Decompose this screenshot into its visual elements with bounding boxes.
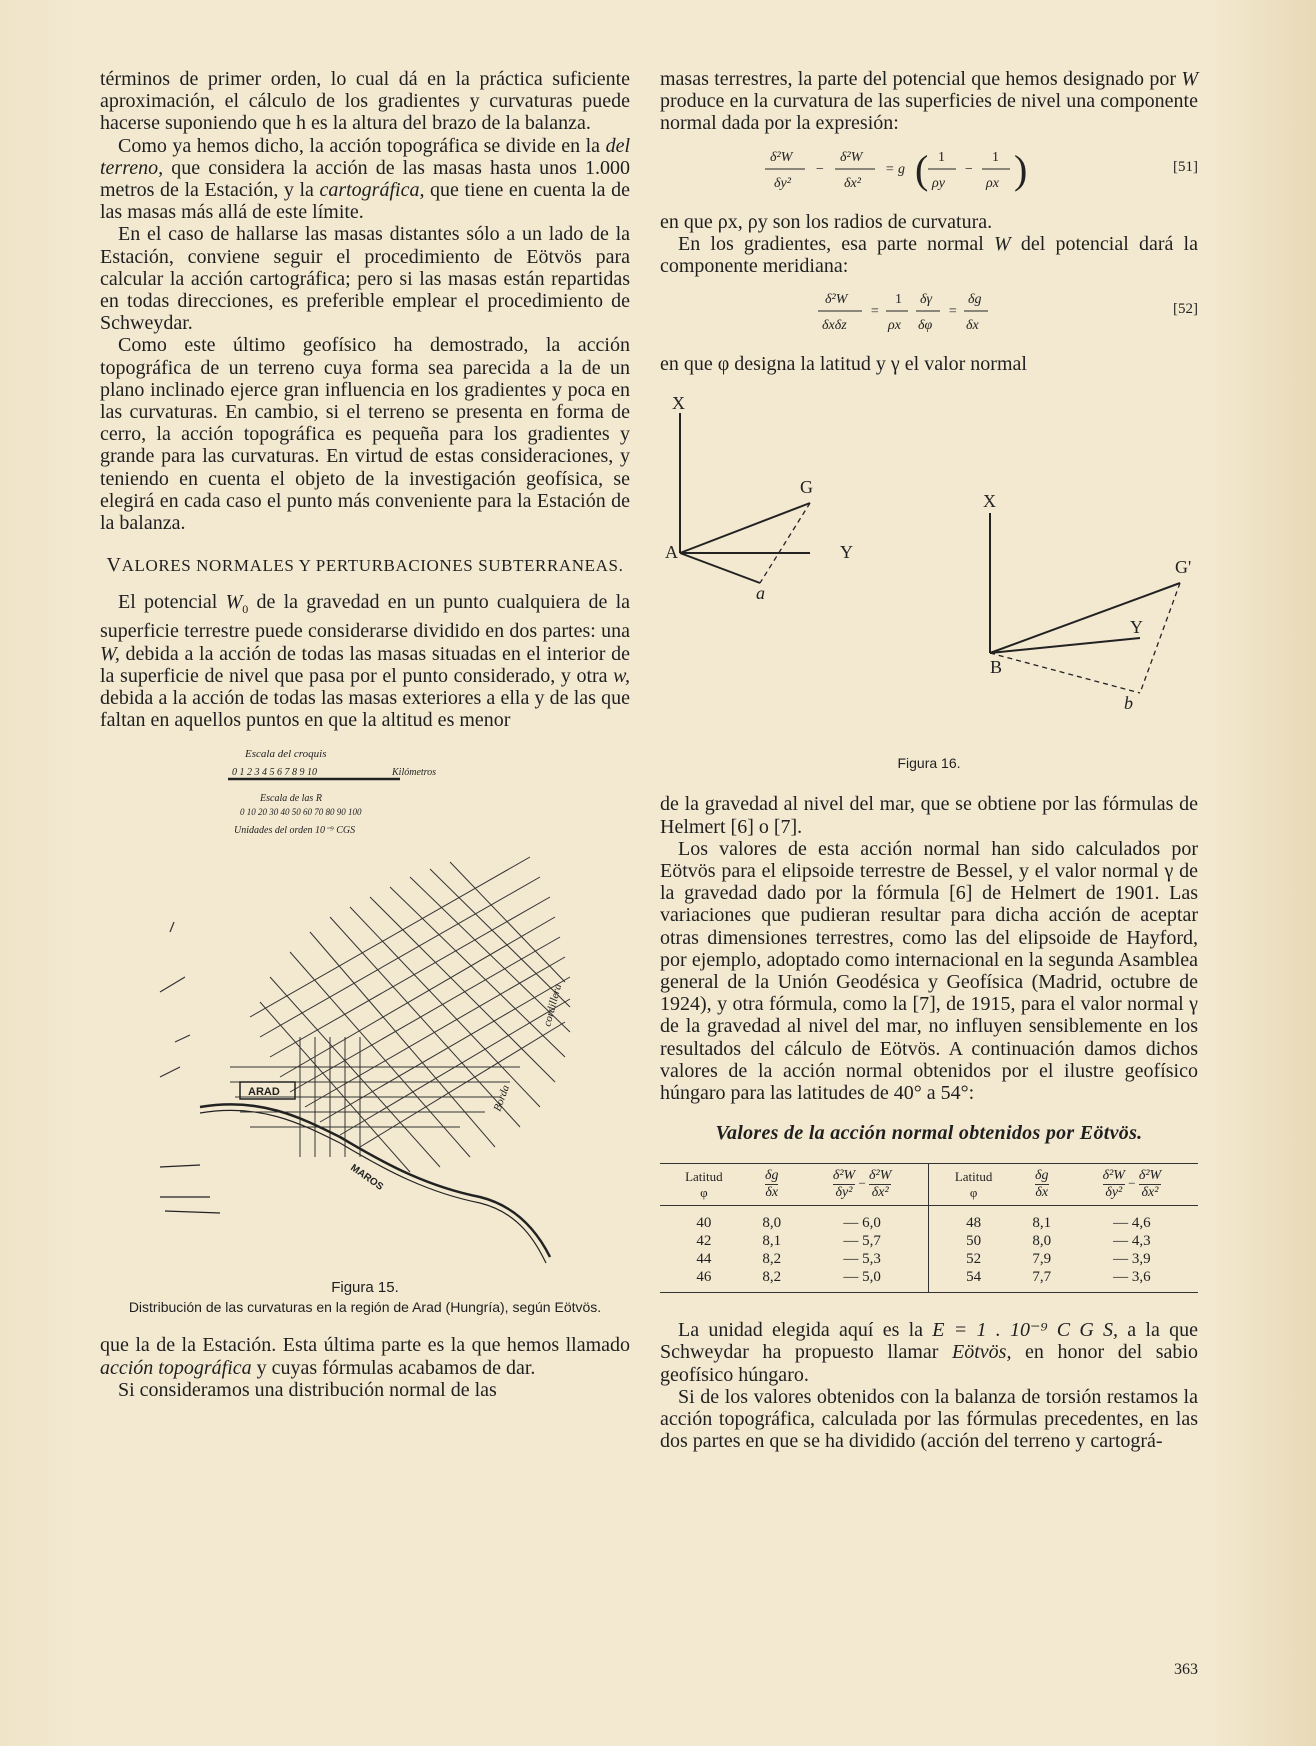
scale-unit: Kilómetros: [392, 767, 437, 779]
svg-text:δφ: δφ: [918, 318, 933, 334]
svg-text:=: =: [870, 304, 880, 320]
figure-16-caption: Figura 16.: [897, 755, 961, 772]
table-row: 42 8,1 — 5,7 50 8,0 — 4,3: [696, 1233, 1151, 1250]
svg-text:ρx: ρx: [986, 175, 999, 191]
point-label: A: [665, 542, 678, 563]
gravity-vector-diagram: [660, 383, 1198, 713]
axis-label: Y: [840, 542, 853, 563]
axis-label: X: [983, 491, 996, 512]
point-label: a: [756, 583, 765, 604]
scale-ticks: 0 1 2 3 4 5 6 7 8 9 10: [232, 767, 317, 779]
arad-curvature-map: [100, 737, 630, 1277]
page-number: 363: [1174, 1661, 1198, 1678]
paragraph: En el caso de hallarse las masas distantes sólo a un lado de la Estación, conviene seguir el procedimiento de Eötvös para calcular la acción cartográfica; pero si las masas están repartidas en todas direcciones, es preferible emplear el procedimiento de Schweydar.: [100, 223, 630, 335]
paragraph: Como este último geofísico ha demostrado, la acción topográfica de un terreno cuya forma sea parecida a la de un plano inclinado ejerce gran influencia en los gradientes y poca en las curvaturas. En cambio, si el terreno se presenta en forma de cerro, la acción topográfica es pequeña para los gradientes y grande para las curvaturas. En virtud de estas consideraciones, y teniendo en cuenta el objeto de la investigación geofísica, se elegirá en cada caso el punto más conveniente para la Estación de la balanza.: [100, 334, 630, 535]
svg-text:(: (: [915, 146, 929, 192]
svg-text:1: 1: [895, 292, 902, 308]
svg-text:): ): [1014, 146, 1028, 192]
paragraph: términos de primer orden, lo cual dá en la práctica suficiente aproximación, el cálculo de los gradientes y curvaturas puede hacerse suponiendo que h es la altura del brazo de la balanza.: [100, 68, 630, 135]
svg-text:−: −: [815, 161, 825, 177]
table-row: 40 8,0 — 6,0 48 8,1 — 4,6: [660, 1206, 1198, 1233]
svg-text:ρy: ρy: [932, 175, 945, 191]
figure-16-diagram: [660, 383, 1198, 753]
svg-text:1: 1: [992, 149, 999, 165]
map-label: Borda: [491, 1083, 513, 1114]
city-label: ARAD: [248, 1086, 280, 1099]
svg-text:−: −: [964, 161, 974, 177]
paragraph: Si consideramos una distribución normal de las: [118, 1378, 497, 1401]
svg-text:ρx: ρx: [888, 318, 901, 334]
river-label: MAROS: [348, 1162, 386, 1194]
svg-text:δxδz: δxδz: [822, 318, 847, 334]
svg-text:=: =: [948, 304, 958, 320]
paragraph: Si de los valores obtenidos con la balanza de torsión restamos la acción topográfica, calculada por las fórmulas precedentes, en las dos partes en que se ha dividido (acción del terreno y cartográ-: [660, 1385, 1198, 1453]
table-header-row: Latitud φ $\frac{\delta g}{\delta x}$ $\frac{\text{δ²W}}{\text{δy²}}$ − $\frac{\text{δ²W}}{\text{δx²}}$ Latitud φ $\frac{\delta g}{\delta x}$ $\frac{\text{δ²W}}{\text{δy²}}$ − $\frac{\text{δ²W}}{\text{δx²}}$: [660, 1164, 1198, 1206]
svg-text:1: 1: [938, 149, 945, 165]
left-column: [100, 68, 630, 1401]
paragraph: En los gradientes, esa parte normal W del potencial dará la componente meridiana:: [660, 232, 1198, 278]
svg-text:= g: = g: [885, 161, 905, 177]
paragraph: La unidad elegida aquí es la E = 1 . 10⁻⁹ C G S, a la que Schweydar ha propuesto llamar Eötvös, en honor del sabio geofísico húngaro.: [660, 1319, 1198, 1386]
paragraph: que la de la Estación. Esta última parte es la que hemos llamado acción topográfica y cuyas fórmulas acabamos de dar.: [100, 1334, 630, 1379]
scale-ticks: 0 10 20 30 40 50 60 70 80 90 100: [240, 807, 362, 818]
equation-number: [52]: [1173, 301, 1198, 318]
equation-52: [660, 283, 1198, 343]
axis-label: X: [672, 393, 685, 414]
svg-text:δg: δg: [968, 292, 982, 308]
scale-title: Escala del croquis: [245, 748, 327, 761]
vector-label: G: [800, 477, 813, 498]
svg-text:δ²W: δ²W: [770, 149, 793, 165]
figure-15-caption: Figura 15. Distribución de las curvaturas en la región de Arad (Hungría), según Eötvös.: [128, 1279, 602, 1316]
paragraph: Los valores de esta acción normal han sido calculados por Eötvös para el elipsoide terrestre de Bessel, y el valor normal γ de la gravedad dado por la fórmula [6] de Helmert de 1901. Las variaciones que pudieran resultar para dicha acción de aceptar otras dimensiones terrestres, como las del elipsoide de Hayford, por ejemplo, adoptado como internacional en la segunda Asamblea general de la Unión Geodésica y Geofísica (Madrid, octubre de 1924), y otra fórmula, como la [7], de 1915, para el valor normal γ de la gravedad al nivel del mar, no influyen sensiblemente en los resultados del cálculo de Eötvös. A continuación damos dichos valores de la acción normal obtenidos por el ilustre geofísico húngaro para las latitudes de 40° a 54°:: [660, 837, 1198, 1105]
paragraph: masas terrestres, la parte del potencial que hemos designado por W produce en la curvatura de las superficies de nivel una componente normal dada por la expresión:: [660, 68, 1198, 135]
point-label: B: [990, 657, 1003, 678]
scale-unit: Unidades del orden 10⁻⁹ CGS: [234, 825, 356, 837]
axis-label: Y: [1130, 617, 1143, 638]
paragraph: en que φ designa la latitud y γ el valor normal: [660, 353, 1027, 376]
equation-51: [660, 141, 1198, 201]
vector-label: G': [1175, 557, 1192, 578]
svg-text:δx²: δx²: [844, 175, 861, 191]
map-label: cordillera: [541, 983, 565, 1029]
table-row: 44 8,2 — 5,3 52 7,9 — 3,9: [696, 1251, 1151, 1268]
paragraph: de la gravedad al nivel del mar, que se obtiene por las fórmulas de Helmert [6] o [7].: [660, 793, 1198, 838]
normal-action-table: [660, 1163, 1198, 1293]
paragraph: en que ρx, ρy son los radios de curvatura.: [660, 210, 993, 233]
equation-number: [51]: [1173, 158, 1198, 175]
right-column: [660, 68, 1198, 1452]
svg-text:δy²: δy²: [774, 175, 791, 191]
svg-text:δ²W: δ²W: [840, 149, 863, 165]
point-label: b: [1124, 693, 1133, 714]
paragraph: El potencial $W_0$ de la gravedad en un punto cualquiera de la superficie terrestre puede considerarse dividido en dos partes: una W, debida a la acción de todas las masas situadas en el interior de la superficie de nivel que pasa por el punto considerado, y otra w, debida a la acción de todas las masas exteriores a ella y de las que faltan en aquellos puntos en que la altitud es menor: [100, 591, 630, 732]
svg-text:δ²W: δ²W: [825, 292, 848, 308]
svg-text:δγ: δγ: [920, 292, 933, 308]
table-row: 46 8,2 — 5,0 54 7,7 — 3,6: [660, 1268, 1198, 1293]
section-heading: VALORES NORMALES Y PERTURBACIONES SUBTERRANEAS.: [106, 554, 624, 577]
table-title: Valores de la acción normal obtenidos por Eötvös.: [715, 1122, 1143, 1145]
figure-15-map: [100, 737, 630, 1277]
paragraph: Como ya hemos dicho, la acción topográfica se divide en la del terreno, que considera la acción de las masas hasta unos 1.000 metros de la Estación, y la cartográfica, que tiene en cuenta la de las masas más allá de este límite.: [100, 134, 631, 224]
svg-text:δx: δx: [966, 318, 979, 334]
scale-title: Escala de las R: [260, 793, 322, 805]
